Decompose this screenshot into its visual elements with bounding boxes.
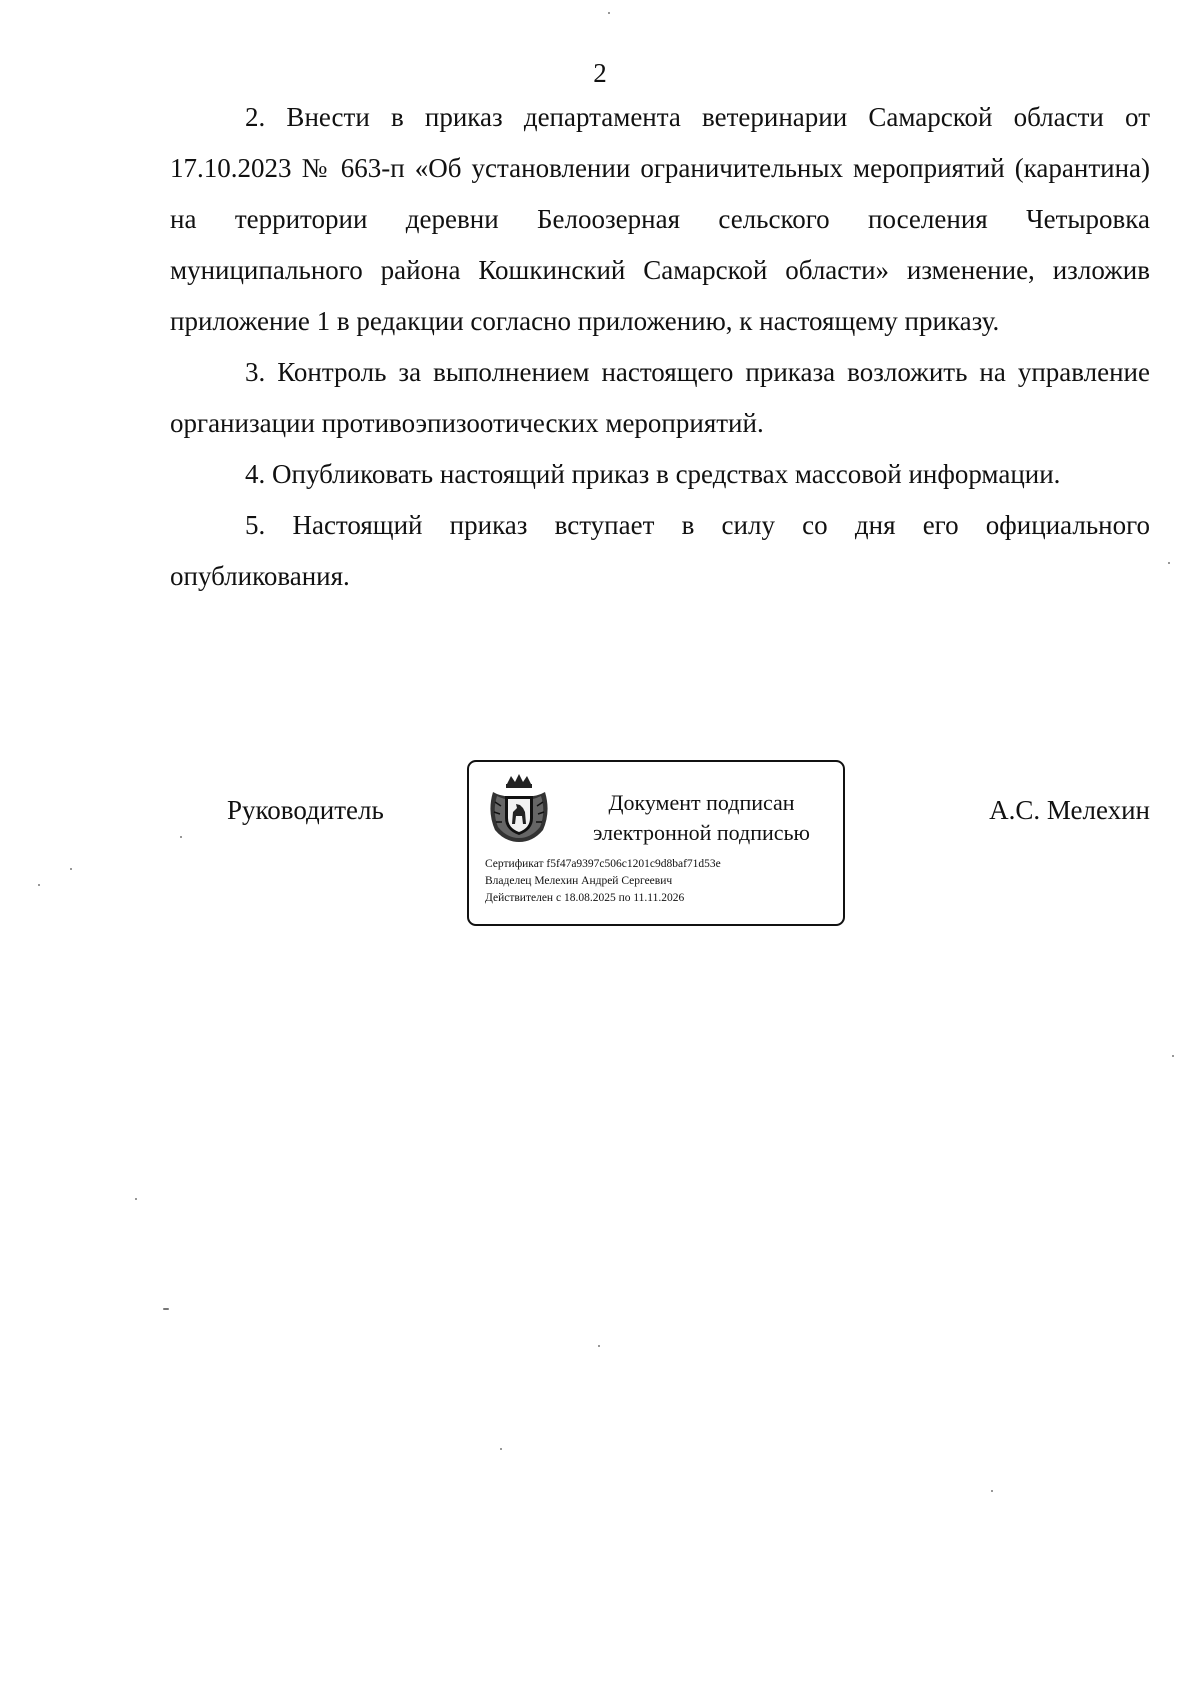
scan-speck <box>163 1308 169 1310</box>
stamp-owner: Владелец Мелехин Андрей Сергеевич <box>485 875 673 887</box>
stamp-title <box>574 788 829 848</box>
document-body <box>170 92 1150 602</box>
scan-speck <box>135 1198 137 1200</box>
scan-speck <box>38 884 40 886</box>
coat-of-arms-icon <box>485 772 553 844</box>
paragraph-3-control: 3. Контроль за выполнением настоящего приказа возложить на управление организации противоэпизоотических мероприятий. <box>170 357 1150 438</box>
page-number: 2 <box>593 58 607 88</box>
scan-speck <box>1172 1055 1174 1057</box>
stamp-details <box>485 856 721 907</box>
electronic-signature-stamp <box>467 760 845 926</box>
scan-speck <box>500 1448 502 1450</box>
scan-speck <box>598 1345 600 1347</box>
paragraph-4-publish: 4. Опубликовать настоящий приказ в средствах массовой информации. <box>245 459 1061 489</box>
scan-speck <box>1168 562 1170 564</box>
scan-speck <box>180 836 182 838</box>
signatory-role: Руководитель <box>227 795 384 825</box>
scan-speck <box>608 12 610 14</box>
scan-speck <box>70 868 72 870</box>
paragraph-5-effective: 5. Настоящий приказ вступает в силу со дня его официального опубликования. <box>170 510 1150 591</box>
signature-block <box>170 760 1150 940</box>
paragraph-2-amend-order: 2. Внести в приказ департамента ветеринарии Самарской области от 17.10.2023 № 663-п «Об установлении ограничительных мероприятий (карантина) на территории деревни Белоозерная сельского поселения Четыровка муниципального района Кошкинский Самарской области» изменение, изложив приложение 1 в редакции согласно приложению, к настоящему приказу. <box>170 102 1150 336</box>
stamp-title-line-1: Документ подписан <box>608 790 795 815</box>
stamp-validity: Действителен с 18.08.2025 по 11.11.2026 <box>485 892 685 904</box>
stamp-title-line-2: электронной подписью <box>592 820 810 845</box>
signatory-name: А.С. Мелехин <box>989 795 1150 825</box>
scan-speck <box>991 1490 993 1492</box>
stamp-certificate: Сертификат f5f47a9397c506c1201c9d8baf71d53e <box>485 858 721 870</box>
